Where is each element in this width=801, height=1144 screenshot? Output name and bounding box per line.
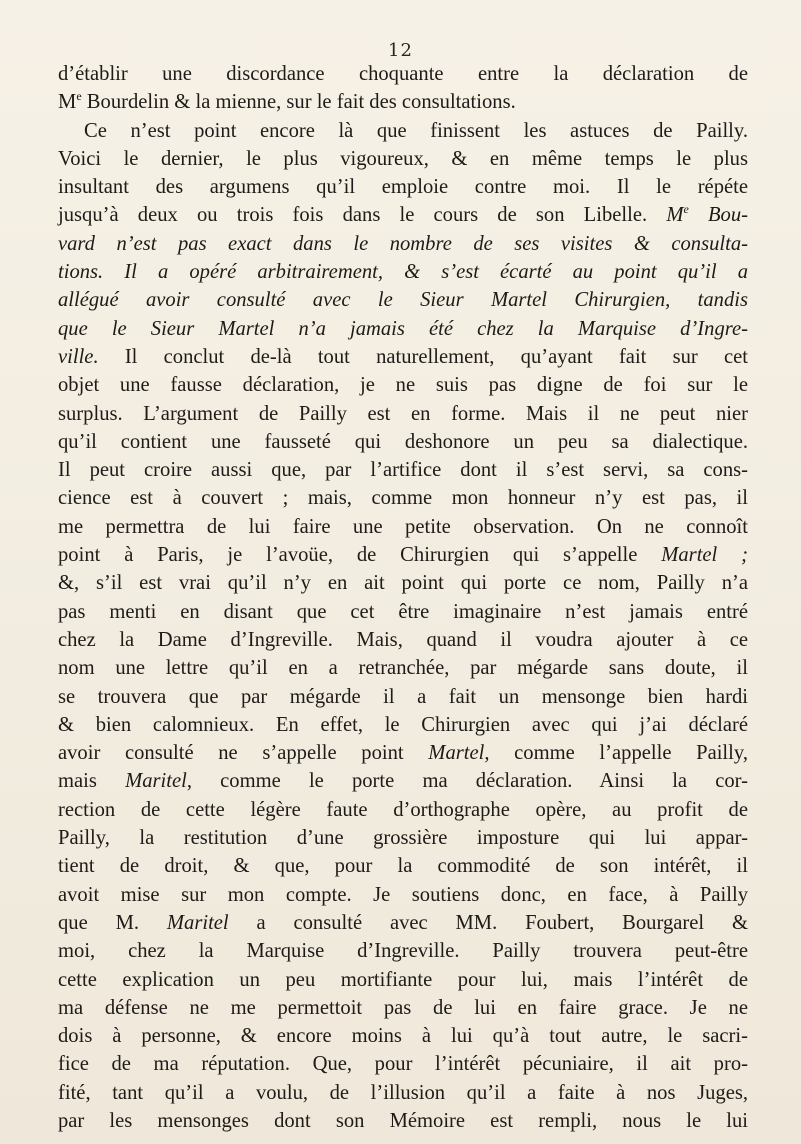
text-segment: & bien calomnieux. En effet, le Chirurgien avec qui j’ai déclaré [58,713,748,736]
text-line [58,201,748,229]
text-segment: chez la Dame d’Ingreville. Mais, quand il voudra ajouter à ce [58,628,748,651]
text-line [58,400,748,428]
text-segment: avoit mise sur mon compte. Je soutiens donc, en face, à Pailly [58,883,748,906]
text-segment: Pailly, la restitution d’une grossière imposture qui lui appar- [58,827,748,850]
text-segment: rection de cette légère faute d’orthographe opère, au profit de [58,798,748,821]
text-line [58,343,748,371]
text-line [58,598,748,626]
text-line [58,371,748,399]
text-line [58,117,748,145]
italic-text-segment: Maritel [166,911,229,934]
text-segment: ma défense ne me permettoit pas de lui en faire grace. Je ne [58,996,748,1019]
text-line [58,824,748,852]
text-segment: Il peut croire aussi que, par l’artifice dont il s’est servi, sa cons- [58,459,748,482]
text-segment: point à Paris, je l’avoüe, de Chirurgien qui s’appelle [58,544,662,567]
text-segment: Bourdelin & la mienne, sur le fait des consultations. [81,91,516,114]
text-segment: objet une fausse déclaration, je ne suis pas digne de foi sur le [58,374,748,397]
text-segment: dois à personne, & encore moins à lui qu’à tout autre, le sacri- [58,1025,748,1048]
text-segment: Ce n’est point encore là que finissent les astuces de Pailly. [84,119,748,142]
text-line [58,852,748,880]
text-line [58,173,748,201]
text-segment: Il conclut de-là tout naturellement, qu’ayant fait sur cet [98,345,748,368]
text-segment: a consulté avec MM. Foubert, Bourgarel & [228,911,748,934]
text-line [58,258,748,286]
italic-text-segment: Maritel [125,770,187,793]
italic-text-segment: que le Sieur Martel n’a jamais été chez la Marquise d’Ingre- [58,317,748,340]
text-line [58,456,748,484]
text-segment: d’établir une discordance choquante entre la déclaration de [58,63,748,85]
text-segment: cience est à couvert ; mais, comme mon honneur n’y est pas, il [58,487,748,510]
italic-text-segment: vard n’est pas exact dans le nombre de ses visites & consulta- [58,232,748,255]
text-segment: par les mensonges dont son Mémoire est rempli, nous le lui [58,1109,748,1132]
body-text [58,60,748,1135]
text-segment: M [58,91,77,114]
text-segment: e [76,89,82,104]
italic-text-segment: Martel ; [661,544,748,567]
text-line [58,1050,748,1078]
text-segment: &, s’il est vrai qu’il n’y en ait point qui porte ce nom, Pailly n’a [58,572,748,595]
text-line [58,711,748,739]
text-line [58,767,748,795]
text-segment: tient de droit, & que, pour la commodité de son intérêt, il [58,855,748,878]
text-line [58,1079,748,1107]
text-segment: me permettra de lui faire une petite observation. On ne connoît [58,515,748,538]
text-segment: Voici le dernier, le plus vigoureux, & en même temps le plus [58,147,748,170]
text-segment: nom une lettre qu’il en a retranchée, par mégarde sans doute, il [58,657,748,680]
text-line [58,683,748,711]
italic-text-segment: ville. [58,345,99,368]
text-line [58,541,748,569]
italic-text-segment: M [666,204,684,227]
text-line [58,796,748,824]
text-segment: , comme le porte ma déclaration. Ainsi la cor- [186,770,748,793]
italic-text-segment: Bou- [688,204,748,227]
text-line [58,937,748,965]
text-segment: , comme l’appelle Pailly, [484,742,748,765]
text-segment: insultant des argumens qu’il emploie contre moi. Il le répéte [58,176,748,199]
text-line [58,484,748,512]
italic-text-segment: e [683,202,689,217]
text-line [58,513,748,541]
text-segment: que M. [58,911,167,934]
text-line [58,230,748,258]
text-segment: surplus. L’argument de Pailly est en forme. Mais il ne peut nier [58,402,748,425]
text-segment: mais [58,770,126,793]
text-line [58,569,748,597]
text-line [58,626,748,654]
text-segment: se trouvera que par mégarde il a fait un mensonge bien hardi [58,685,748,708]
text-line [58,60,748,88]
text-line [58,145,748,173]
text-segment: qu’il contient une fausseté qui deshonore un peu sa dialectique. [58,430,748,453]
text-segment: pas menti en disant que cet être imaginaire n’est jamais entré [58,600,748,623]
text-line [58,739,748,767]
text-line [58,1107,748,1135]
italic-text-segment: allégué avoir consulté avec le Sieur Martel Chirurgien, tandis [58,289,748,312]
text-segment: fice de ma réputation. Que, pour l’intérêt pécuniaire, il ait pro- [58,1053,748,1076]
text-line [58,966,748,994]
text-line [58,88,748,116]
text-line [58,654,748,682]
italic-text-segment: tions. Il a opéré arbitrairement, & s’est écarté au point qu’il a [58,261,748,284]
text-line [58,428,748,456]
text-segment: moi, chez la Marquise d’Ingreville. Pailly trouvera peut-être [58,940,748,963]
page-number: 12 [388,40,413,61]
text-line [58,881,748,909]
text-line [58,315,748,343]
italic-text-segment: Martel [428,742,485,765]
text-line [58,909,748,937]
text-segment: avoir consulté ne s’appelle point [58,742,429,765]
text-line [58,1022,748,1050]
text-line [58,994,748,1022]
text-line [58,286,748,314]
text-segment: jusqu’à deux ou trois fois dans le cours de son Libelle. [58,204,667,227]
text-segment: cette explication un peu mortifiante pour lui, mais l’intérêt de [58,968,748,991]
text-segment: fité, tant qu’il a voulu, de l’illusion qu’il a faite à nos Juges, [58,1081,748,1104]
